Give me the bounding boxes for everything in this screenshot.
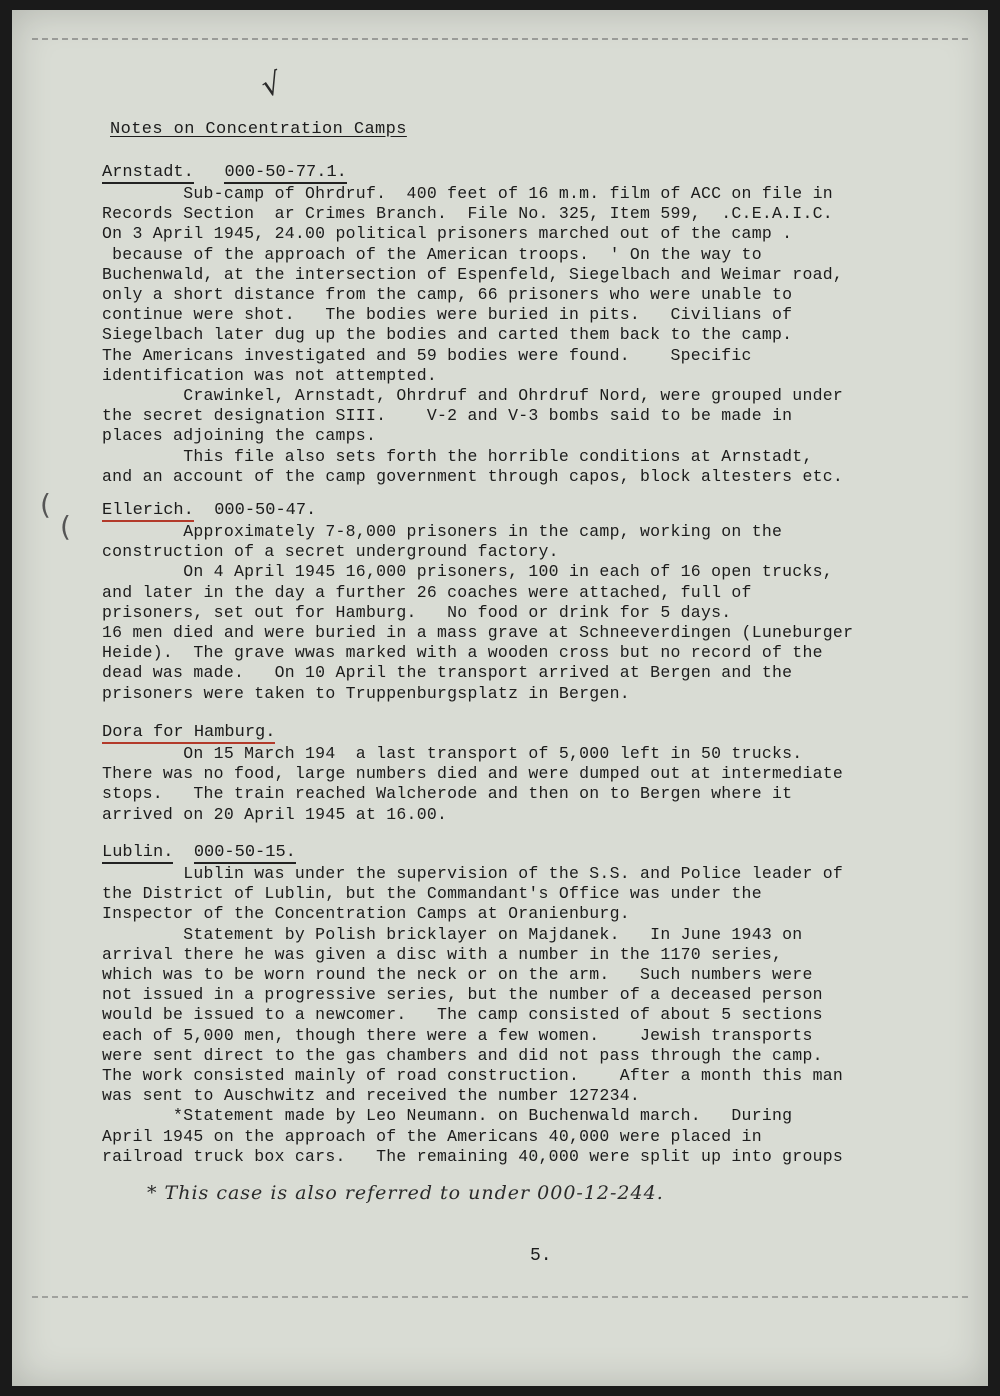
margin-bracket-mark: ( <box>60 510 71 543</box>
text-line: *Statement made by Leo Neumann. on Buchenwald march. During <box>102 1106 793 1126</box>
handwritten-note: * This case is also referred to under 000-12-244. <box>147 1182 664 1204</box>
section-name: Ellerich. <box>102 501 194 520</box>
text-line: dead was made. On 10 April the transport arrived at Bergen and the <box>102 663 793 683</box>
top-edge-line <box>32 38 968 40</box>
section-heading <box>102 722 982 744</box>
text-line: stops. The train reached Walcherode and then on to Bergen where it <box>102 784 793 804</box>
text-line: 16 men died and were buried in a mass grave at Schneeverdingen (Luneburger <box>102 623 854 643</box>
text-line: This file also sets forth the horrible conditions at Arnstadt, <box>102 446 813 466</box>
text-line: Lublin was under the supervision of the S.S. and Police leader of <box>102 864 844 883</box>
section-ref: 000-50-77.1. <box>224 163 347 182</box>
check-mark: √ <box>257 66 286 105</box>
text-line: were sent direct to the gas chambers and did not pass through the camp. <box>102 1045 823 1065</box>
text-line: prisoners, set out for Hamburg. No food or drink for 5 days. <box>102 602 732 622</box>
text-line: April 1945 on the approach of the Americans 40,000 were placed in <box>102 1126 762 1146</box>
text-line: the District of Lublin, but the Commandant's Office was under the <box>102 884 762 904</box>
page-number: 5. <box>530 1246 552 1266</box>
text-line: On 15 March 194 a last transport of 5,000 left in 50 trucks. <box>102 744 803 763</box>
section-heading <box>102 500 982 522</box>
text-line: only a short distance from the camp, 66 prisoners who were unable to <box>102 285 793 305</box>
section-arnstadt <box>102 162 982 487</box>
text-line: Crawinkel, Arnstadt, Ohrdruf and Ohrdruf Nord, were grouped under <box>102 386 844 406</box>
text-line: identification was not attempted. <box>102 365 438 385</box>
text-line: Sub-camp of Ohrdruf. 400 feet of 16 m.m. film of ACC on file in <box>102 184 833 203</box>
section-dora <box>102 722 982 825</box>
text-line: On 4 April 1945 16,000 prisoners, 100 in each of 16 open trucks, <box>102 562 833 582</box>
text-line: was sent to Auschwitz and received the number 127234. <box>102 1086 641 1106</box>
section-lublin <box>102 842 982 1167</box>
text-line: On 3 April 1945, 24.00 political prisoners marched out of the camp . <box>102 224 793 244</box>
text-line: not issued in a progressive series, but the number of a deceased person <box>102 985 823 1005</box>
text-line: would be issued to a newcomer. The camp consisted of about 5 sections <box>102 1005 823 1025</box>
section-ellerich <box>102 500 982 704</box>
section-ref: 000-50-47. <box>214 501 317 520</box>
section-name: Arnstadt. <box>102 163 194 182</box>
text-line: The Americans investigated and 59 bodies were found. Specific <box>102 345 752 365</box>
text-line: There was no food, large numbers died and were dumped out at intermediate <box>102 764 844 784</box>
text-line: Siegelbach later dug up the bodies and carted them back to the camp. <box>102 325 793 345</box>
text-line: prisoners were taken to Truppenburgsplatz in Bergen. <box>102 683 630 703</box>
text-line: the secret designation SIII. V-2 and V-3 bombs said to be made in <box>102 406 793 426</box>
section-name: Lublin. <box>102 843 174 862</box>
text-line: Approximately 7-8,000 prisoners in the camp, working on the <box>102 522 783 541</box>
text-line: which was to be worn round the neck or on the arm. Such numbers were <box>102 965 813 985</box>
text-line: Inspector of the Concentration Camps at Oranienburg. <box>102 904 630 924</box>
text-line: each of 5,000 men, though there were a few women. Jewish transports <box>102 1025 813 1045</box>
text-line: railroad truck box cars. The remaining 40,000 were split up into groups <box>102 1146 844 1166</box>
text-line: Heide). The grave wwas marked with a wooden cross but no record of the <box>102 643 823 663</box>
text-line: continue were shot. The bodies were buried in pits. Civilians of <box>102 305 793 325</box>
text-line: Buchenwald, at the intersection of Espenfeld, Siegelbach and Weimar road, <box>102 264 844 284</box>
text-line: Statement by Polish bricklayer on Majdanek. In June 1943 on <box>102 924 803 944</box>
text-line: arrival there he was given a disc with a number in the 1170 series, <box>102 944 783 964</box>
text-line: The work consisted mainly of road construction. After a month this man <box>102 1066 844 1086</box>
text-line: places adjoining the camps. <box>102 426 377 446</box>
text-line: construction of a secret underground factory. <box>102 542 559 562</box>
text-line: and an account of the camp government through capos, block altesters etc. <box>102 466 844 486</box>
margin-bracket-mark: ( <box>40 488 51 521</box>
section-name: Dora for Hamburg. <box>102 723 276 742</box>
text-line: and later in the day a further 26 coaches were attached, full of <box>102 582 752 602</box>
section-heading <box>102 162 982 184</box>
text-line: because of the approach of the American troops. ' On the way to <box>102 244 762 264</box>
bottom-edge-line <box>32 1296 968 1298</box>
section-heading <box>102 842 982 864</box>
page-title: Notes on Concentration Camps <box>110 120 407 139</box>
text-line: arrived on 20 April 1945 at 16.00. <box>102 804 448 824</box>
text-line: Records Section ar Crimes Branch. File No. 325, Item 599, .C.E.A.I.C. <box>102 204 833 224</box>
section-ref: 000-50-15. <box>193 843 296 862</box>
document-page <box>12 10 988 1386</box>
